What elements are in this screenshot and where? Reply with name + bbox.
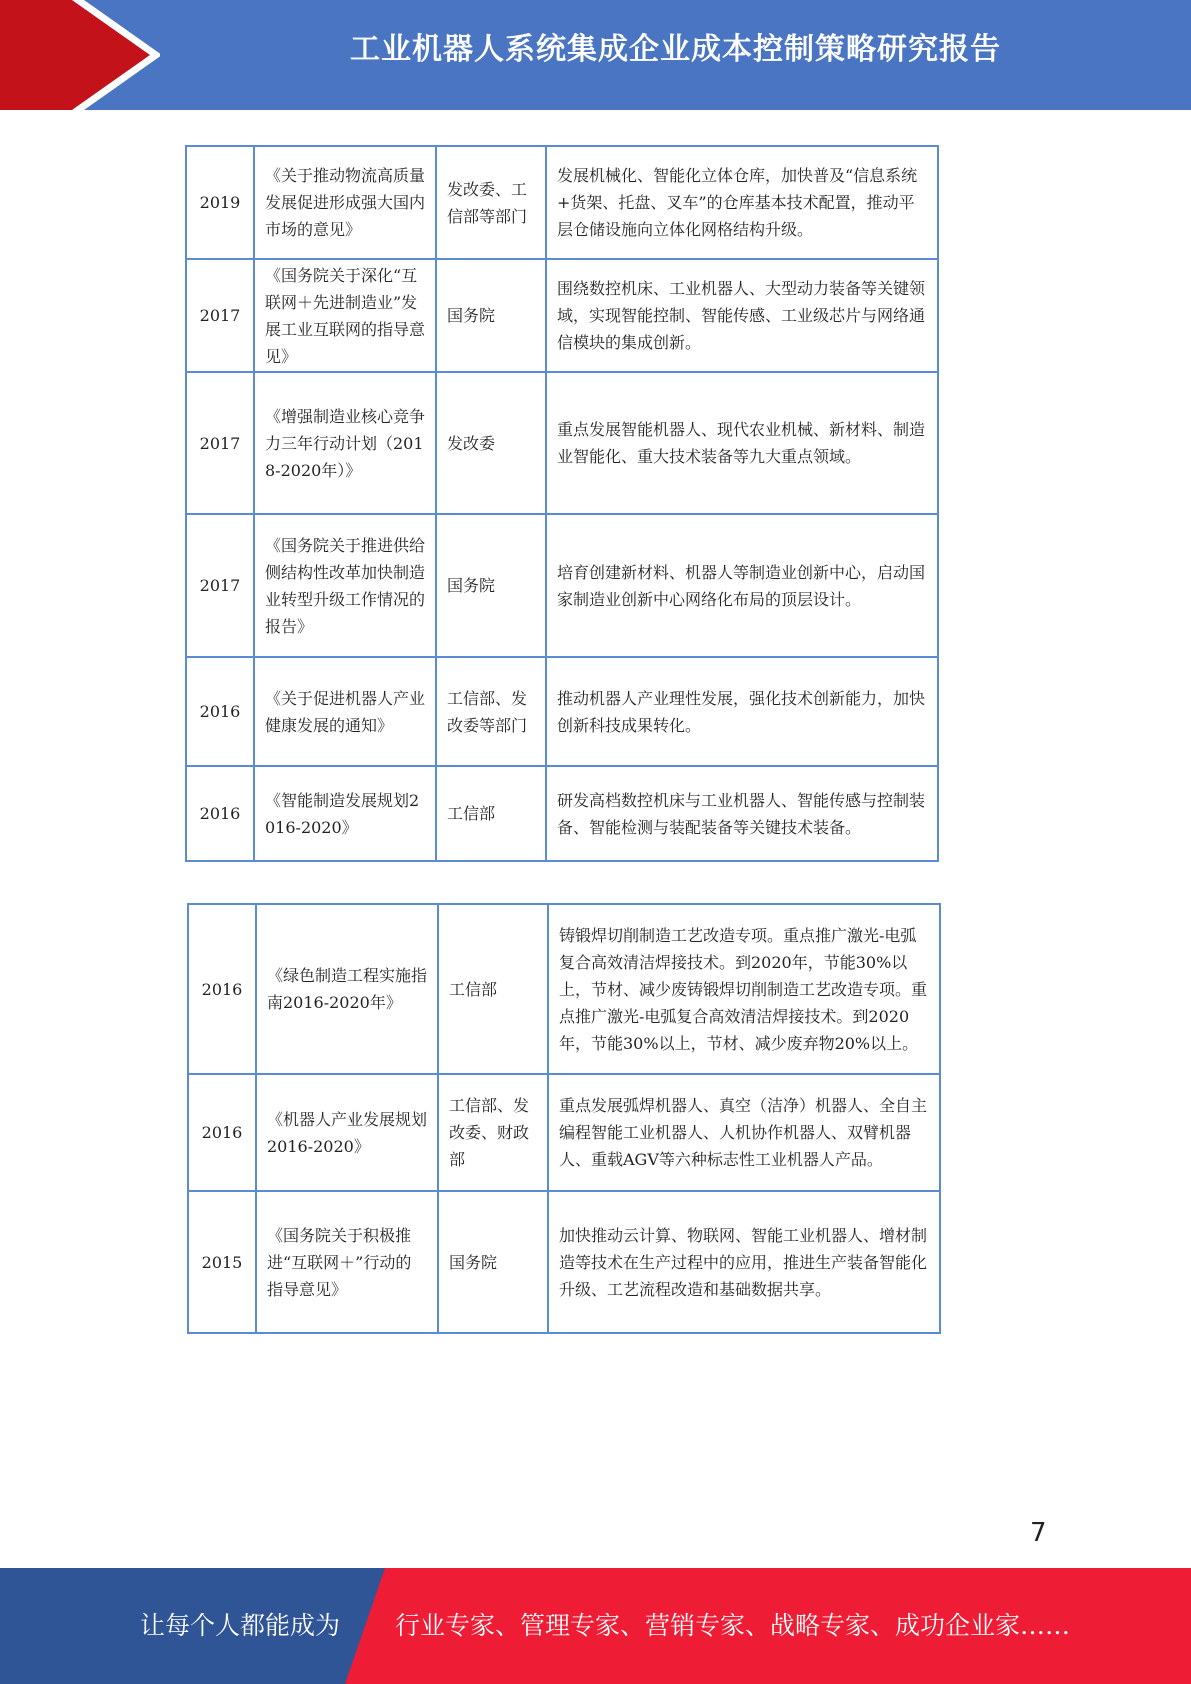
table-row [186, 146, 938, 259]
policy-name-cell: 《智能制造发展规划2016-2020》 [254, 766, 436, 861]
year-cell: 2016 [186, 766, 254, 861]
page-number: 7 [1030, 1518, 1047, 1548]
department-cell: 工信部、发改委、财政部 [438, 1074, 548, 1191]
policy-content-cell: 培育创建新材料、机器人等制造业创新中心，启动国家制造业创新中心网络化布局的顶层设计。 [546, 514, 938, 657]
footer-slogan-left: 让每个人都能成为 [140, 1611, 341, 1640]
year-cell: 2015 [188, 1191, 256, 1333]
policy-table-2 [187, 903, 941, 1334]
policy-content-cell: 围绕数控机床、工业机器人、大型动力装备等关键领域，实现智能控制、智能传感、工业级芯片与网络通信模块的集成创新。 [546, 259, 938, 372]
table-row [186, 766, 938, 861]
policy-name-cell: 《增强制造业核心竞争力三年行动计划（2018-2020年）》 [254, 372, 436, 514]
page-header [0, 0, 1191, 110]
department-cell: 国务院 [438, 1191, 548, 1333]
year-cell: 2016 [186, 657, 254, 766]
policy-content-cell: 研发高档数控机床与工业机器人、智能传感与控制装备、智能检测与装配装备等关键技术装备。 [546, 766, 938, 861]
year-cell: 2017 [186, 372, 254, 514]
table-row [186, 259, 938, 372]
department-cell: 工信部 [436, 766, 546, 861]
year-cell: 2016 [188, 904, 256, 1074]
table-row [188, 1074, 940, 1191]
page-footer [0, 1568, 1191, 1684]
footer-slogan-right: 行业专家、管理专家、营销专家、战略专家、成功企业家…… [395, 1611, 1071, 1640]
policy-content-cell: 铸锻焊切削制造工艺改造专项。重点推广激光-电弧复合高效清洁焊接技术。到2020年，节能30%以上，节材、减少废铸锻焊切削制造工艺改造专项。重点推广激光-电弧复合高效清洁焊接技术。到2020年，节能30%以上，节材、减少废弃物20%以上。 [548, 904, 940, 1074]
department-cell: 发改委 [436, 372, 546, 514]
year-cell: 2019 [186, 146, 254, 259]
policy-name-cell: 《关于促进机器人产业健康发展的通知》 [254, 657, 436, 766]
year-cell: 2016 [188, 1074, 256, 1191]
table-row [186, 657, 938, 766]
department-cell: 工信部 [438, 904, 548, 1074]
department-cell: 工信部、发改委等部门 [436, 657, 546, 766]
policy-name-cell: 《国务院关于推进供给侧结构性改革加快制造业转型升级工作情况的报告》 [254, 514, 436, 657]
year-cell: 2017 [186, 514, 254, 657]
table-row [188, 904, 940, 1074]
department-cell: 国务院 [436, 259, 546, 372]
report-title: 工业机器人系统集成企业成本控制策略研究报告 [350, 32, 1001, 67]
policy-name-cell: 《国务院关于积极推进“互联网＋”行动的指导意见》 [256, 1191, 438, 1333]
header-arrow-graphic [0, 0, 160, 110]
department-cell: 国务院 [436, 514, 546, 657]
table-row [188, 1191, 940, 1333]
policy-name-cell: 《国务院关于深化“互联网＋先进制造业”发展工业互联网的指导意见》 [254, 259, 436, 372]
department-cell: 发改委、工信部等部门 [436, 146, 546, 259]
policy-name-cell: 《关于推动物流高质量发展促进形成强大国内市场的意见》 [254, 146, 436, 259]
table-row [186, 372, 938, 514]
table-row [186, 514, 938, 657]
policy-name-cell: 《机器人产业发展规划2016-2020》 [256, 1074, 438, 1191]
policy-name-cell: 《绿色制造工程实施指南2016-2020年》 [256, 904, 438, 1074]
policy-content-cell: 加快推动云计算、物联网、智能工业机器人、增材制造等技术在生产过程中的应用，推进生产装备智能化升级、工艺流程改造和基础数据共享。 [548, 1191, 940, 1333]
policy-content-cell: 推动机器人产业理性发展，强化技术创新能力，加快创新科技成果转化。 [546, 657, 938, 766]
year-cell: 2017 [186, 259, 254, 372]
policy-content-cell: 发展机械化、智能化立体仓库，加快普及“信息系统+货架、托盘、叉车”的仓库基本技术配置，推动平层仓储设施向立体化网格结构升级。 [546, 146, 938, 259]
policy-content-cell: 重点发展弧焊机器人、真空（洁净）机器人、全自主编程智能工业机器人、人机协作机器人、双臂机器人、重载AGV等六种标志性工业机器人产品。 [548, 1074, 940, 1191]
policy-table-1 [185, 145, 939, 862]
policy-content-cell: 重点发展智能机器人、现代农业机械、新材料、制造业智能化、重大技术装备等九大重点领域。 [546, 372, 938, 514]
